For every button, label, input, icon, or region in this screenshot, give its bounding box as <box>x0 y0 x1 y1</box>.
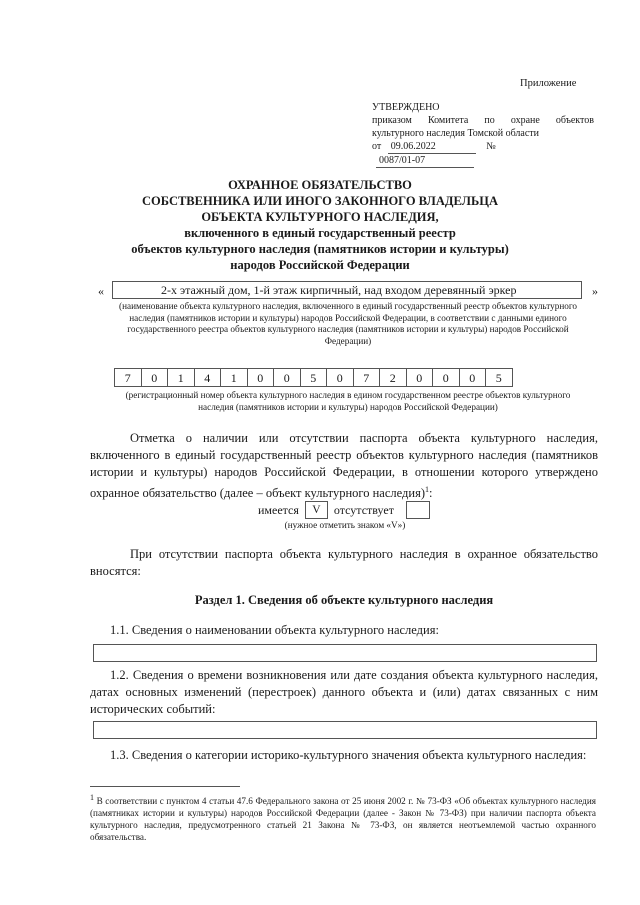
item-1-3: 1.3. Сведения о категории историко-культурного значения объекта культурного наследия: <box>110 748 587 762</box>
approved-label: УТВЕРЖДЕНО <box>372 102 440 113</box>
registration-caption: (регистрационный номер объекта культурного наследия в едином государственном реестре объектов культурного наследия (памятников истории и культуры) народов Российской Федерации) <box>125 390 571 412</box>
reg-digit[interactable]: 0 <box>432 368 460 387</box>
passport-colon: : <box>428 486 433 501</box>
passport-paragraph <box>90 430 598 502</box>
appendix-label: Приложение <box>520 78 577 89</box>
footnote-text: В соответствии с пунктом 4 статьи 47.6 Федерального закона от 25 июня 2002 г. № 73-ФЗ «Об объектах культурного наследия (памятниках истории и культуры) народов Российской Федерации (далее - Закон № 73-ФЗ) при наличии паспорта объекта культурного наследия, предусмотренного статьей 21 Закона № 73-ФЗ, он является неотъемлемой частью охранного обязательства. <box>90 796 596 843</box>
reg-digit[interactable]: 7 <box>353 368 381 387</box>
footnote-mark: 1 <box>90 793 94 802</box>
section-1-title: Раздел 1. Сведения об объекте культурного наследия <box>194 593 494 607</box>
title-line-5: объектов культурного наследия (памятников истории и культуры) <box>131 242 509 256</box>
reg-digit[interactable]: 0 <box>273 368 301 387</box>
reg-digit[interactable]: 1 <box>167 368 195 387</box>
reg-digit[interactable]: 0 <box>141 368 169 387</box>
reg-digit[interactable]: 0 <box>326 368 354 387</box>
order-date-number <box>372 140 594 168</box>
number-prefix: № <box>486 141 496 152</box>
item-1-1: 1.1. Сведения о наименовании объекта культурного наследия: <box>110 623 439 637</box>
title-line-6: народов Российской Федерации <box>230 258 410 272</box>
title-line-4: включенного в единый государственный реестр <box>184 226 456 240</box>
reg-digit[interactable]: 4 <box>194 368 222 387</box>
footnote <box>90 792 596 843</box>
has-passport-label: имеется <box>258 502 299 517</box>
open-quote: « <box>98 284 104 298</box>
has-passport-checkbox[interactable]: V <box>305 501 328 519</box>
reg-digit[interactable]: 5 <box>485 368 513 387</box>
date-prefix: от <box>372 141 382 152</box>
order-date: 09.06.2022 <box>388 140 476 154</box>
footnote-divider <box>90 786 240 787</box>
reg-digit[interactable]: 0 <box>247 368 275 387</box>
close-quote: » <box>592 284 598 298</box>
passport-choice <box>258 501 436 519</box>
order-line-1: приказом Комитета по охране объектов <box>372 115 594 126</box>
absent-passport-label: отсутствует <box>333 502 394 517</box>
title-line-1: ОХРАННОЕ ОБЯЗАТЕЛЬСТВО <box>228 178 412 192</box>
item-1-2-field[interactable] <box>93 721 597 739</box>
object-name-caption: (наименование объекта культурного наследия, включенного в единый государственный реестр объектов культурного наследия (памятников истории и культуры) народов Российской Федерации, в соответствии с данными единого государственного реестра объектов культурного наследия (памятников истории и культуры) народов Российской Федерации) <box>119 301 577 346</box>
registration-number-cells <box>115 368 513 387</box>
passport-text: Отметка о наличии или отсутствии паспорта объекта культурного наследия, включенного в единый государственный реестр объектов культурного наследия (памятников истории и культуры) народов Российской Федерации, в отношении которого утверждено охранное обязательство (далее – объект культурного наследия) <box>90 431 598 501</box>
item-1-1-field[interactable] <box>93 644 597 662</box>
absent-passport-paragraph: При отсутствии паспорта объекта культурного наследия в охранное обязательство вносятся: <box>90 547 598 578</box>
reg-digit[interactable]: 2 <box>379 368 407 387</box>
order-number: 0087/01-07 <box>376 154 474 168</box>
absent-passport-checkbox[interactable] <box>406 501 430 519</box>
footnote-ref[interactable]: 1 <box>424 485 429 494</box>
title-line-2: СОБСТВЕННИКА ИЛИ ИНОГО ЗАКОННОГО ВЛАДЕЛЬЦА <box>142 194 498 208</box>
reg-digit[interactable]: 0 <box>459 368 487 387</box>
reg-digit[interactable]: 1 <box>220 368 248 387</box>
reg-digit[interactable]: 0 <box>406 368 434 387</box>
reg-digit[interactable]: 5 <box>300 368 328 387</box>
approval-block <box>372 101 594 168</box>
reg-digit[interactable]: 7 <box>114 368 142 387</box>
order-line-2: культурного наследия Томской области <box>372 128 540 139</box>
object-name-field[interactable]: 2-х этажный дом, 1-й этаж кирпичный, над входом деревянный эркер <box>112 281 582 299</box>
passport-hint: (нужное отметить знаком «V») <box>284 520 406 530</box>
document-title <box>90 177 550 273</box>
item-1-2: 1.2. Сведения о времени возникновения или дате создания объекта культурного наследия, датах основных изменений (перестроек) данного объекта и (или) датах связанных с ним исторических событий: <box>90 668 598 716</box>
title-line-3: ОБЪЕКТА КУЛЬТУРНОГО НАСЛЕДИЯ, <box>201 210 439 224</box>
